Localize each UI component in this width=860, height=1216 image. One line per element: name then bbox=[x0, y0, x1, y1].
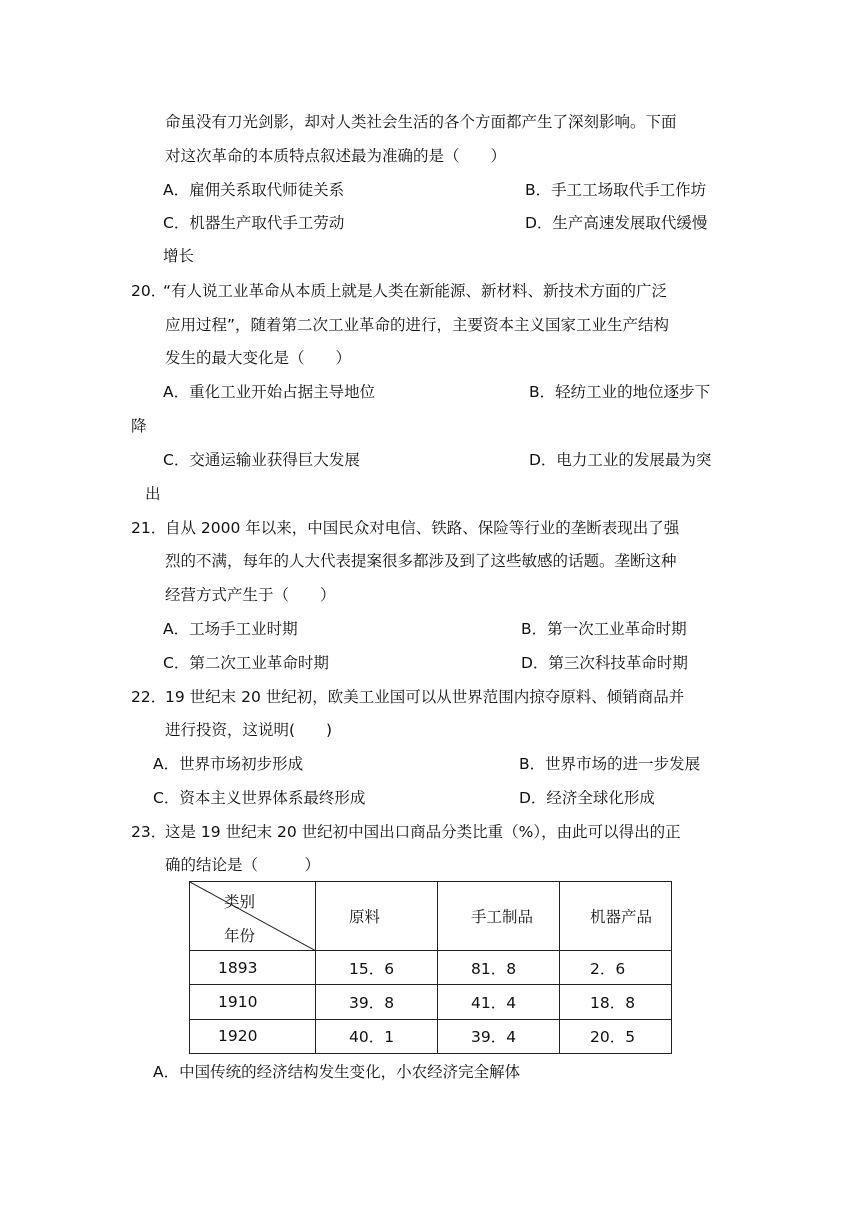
q22-option-d: D．经济全球化形成 bbox=[519, 789, 655, 807]
q19-option-c: C．机器生产取代手工劳动 bbox=[163, 214, 345, 232]
q20-option-d: D．电力工业的发展最为突 bbox=[529, 451, 712, 469]
header-category-label: 类别 bbox=[224, 893, 256, 911]
q20-option-b-continued: 降 bbox=[131, 417, 147, 435]
value-cell: 40．1 bbox=[316, 1019, 438, 1053]
q21-number: 21． bbox=[131, 519, 167, 537]
q20-option-c: C．交通运输业获得巨大发展 bbox=[163, 451, 360, 469]
table-row bbox=[190, 1019, 672, 1053]
q19-stem-line: 命虽没有刀光剑影，却对人类社会生活的各个方面都产生了深刻影响。下面 bbox=[165, 113, 677, 131]
value-cell: 41．4 bbox=[438, 985, 560, 1019]
q21-stem-line: 自从 2000 年以来，中国民众对电信、铁路、保险等行业的垄断表现出了强 bbox=[165, 519, 680, 537]
q23-stem-line: 确的结论是（ ） bbox=[165, 856, 321, 874]
q20-number: 20． bbox=[131, 282, 167, 300]
q20-stem-line: 应用过程”，随着第二次工业革命的进行，主要资本主义国家工业生产结构 bbox=[165, 316, 670, 334]
q21-option-c: C．第二次工业革命时期 bbox=[163, 654, 329, 672]
value-cell: 39．4 bbox=[438, 1019, 560, 1053]
q21-option-d: D．第三次科技革命时期 bbox=[521, 654, 688, 672]
q22-stem-line: 19 世纪末 20 世纪初，欧美工业国可以从世界范围内掠夺原料、倾销商品并 bbox=[165, 688, 685, 706]
q20-stem-line: “有人说工业革命从本质上就是人类在新能源、新材料、新技术方面的广泛 bbox=[163, 282, 668, 300]
value-cell: 81．8 bbox=[438, 951, 560, 985]
year-cell: 1910 bbox=[190, 985, 316, 1019]
q21-option-a: A．工场手工业时期 bbox=[163, 620, 298, 638]
q19-stem-line: 对这次革命的本质特点叙述最为准确的是（ ） bbox=[165, 147, 507, 165]
q20-stem-line: 发生的最大变化是（ ） bbox=[165, 349, 352, 367]
q19-option-b: B．手工工场取代手工作坊 bbox=[525, 181, 707, 199]
q19-option-d-continued: 增长 bbox=[163, 247, 195, 265]
table-row bbox=[190, 985, 672, 1019]
value-cell: 39．8 bbox=[316, 985, 438, 1019]
export-ratio-table bbox=[189, 881, 672, 1054]
q22-stem-line: 进行投资，这说明( ) bbox=[165, 721, 333, 739]
q22-option-b: B．世界市场的进一步发展 bbox=[519, 755, 701, 773]
q20-option-a: A．重化工业开始占据主导地位 bbox=[163, 383, 376, 401]
column-header: 原料 bbox=[316, 882, 438, 951]
value-cell: 20．5 bbox=[560, 1019, 672, 1053]
q20-option-b: B．轻纺工业的地位逐步下 bbox=[529, 383, 711, 401]
q19-option-a: A．雇佣关系取代师徒关系 bbox=[163, 181, 345, 199]
q22-number: 22． bbox=[131, 688, 167, 706]
value-cell: 2．6 bbox=[560, 951, 672, 985]
q20-option-d-continued: 出 bbox=[145, 485, 161, 503]
q21-option-b: B．第一次工业革命时期 bbox=[521, 620, 687, 638]
header-year-label: 年份 bbox=[224, 927, 256, 945]
table-header-row bbox=[190, 882, 672, 951]
q19-option-d: D．生产高速发展取代缓慢 bbox=[525, 214, 708, 232]
q23-number: 23． bbox=[131, 823, 167, 841]
year-cell: 1893 bbox=[190, 951, 316, 985]
column-header: 机器产品 bbox=[560, 882, 672, 951]
q23-option-a: A．中国传统的经济结构发生变化，小农经济完全解体 bbox=[153, 1063, 521, 1081]
value-cell: 18．8 bbox=[560, 985, 672, 1019]
q22-option-c: C．资本主义世界体系最终形成 bbox=[153, 789, 366, 807]
q22-option-a: A．世界市场初步形成 bbox=[153, 755, 304, 773]
column-header: 手工制品 bbox=[438, 882, 560, 951]
value-cell: 15．6 bbox=[316, 951, 438, 985]
year-cell: 1920 bbox=[190, 1019, 316, 1053]
diagonal-header-cell bbox=[190, 882, 316, 951]
table-row bbox=[190, 951, 672, 985]
q21-stem-line: 烈的不满，每年的人大代表提案很多都涉及到了这些敏感的话题。垄断这种 bbox=[165, 552, 677, 570]
q23-stem-line: 这是 19 世纪末 20 世纪初中国出口商品分类比重（%），由此可以得出的正 bbox=[165, 823, 681, 841]
q21-stem-line: 经营方式产生于（ ） bbox=[165, 586, 336, 604]
